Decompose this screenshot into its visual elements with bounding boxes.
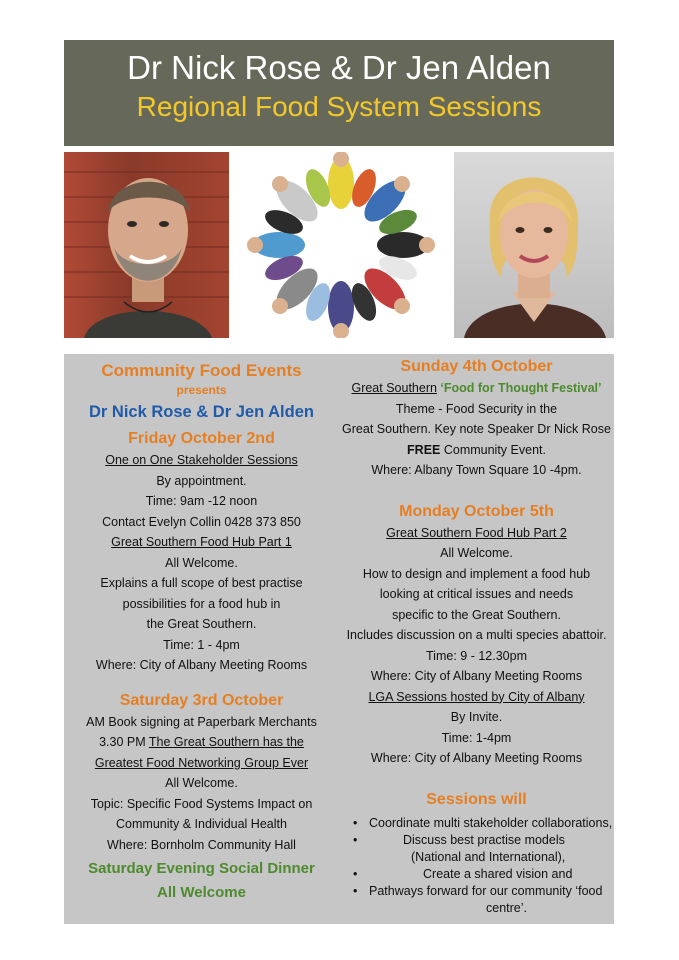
sunday-line <box>339 378 614 399</box>
org-name: Community Food Events <box>101 361 302 380</box>
saturday-line: Greatest Food Networking Group Ever <box>94 755 309 770</box>
sunday-region: Great Southern <box>351 381 437 395</box>
list-item: (National and International), <box>411 849 566 864</box>
friday-line: Explains a full scope of best practise <box>100 576 303 590</box>
friday-line: By appointment. <box>156 473 247 488</box>
sunday-line <box>339 440 614 461</box>
right-column <box>339 354 614 917</box>
monday-line: looking at critical issues and needs <box>379 587 574 601</box>
monday-line: Time: 1-4pm <box>441 730 512 745</box>
saturday-line <box>64 732 339 753</box>
friday-line: All Welcome. <box>165 555 238 570</box>
monday-line: Includes discussion on a multi species abattoir. <box>346 628 607 642</box>
presenter-names: Dr Nick Rose & Dr Jen Alden <box>89 403 314 421</box>
friday-line: Time: 9am -12 noon <box>145 494 258 508</box>
sunday-line: Great Southern. Key note Speaker Dr Nick Rose <box>342 422 611 436</box>
saturday-line: Community & Individual Health <box>116 817 287 831</box>
friday-line: the Great Southern. <box>146 617 257 631</box>
list-item: • Coordinate multi stakeholder collaborations, <box>339 815 614 832</box>
saturday-line: AM Book signing at Paperbark Merchants <box>86 714 317 729</box>
saturday-time: 3.30 PM <box>99 735 149 749</box>
sunday-event-type: Community Event. <box>440 442 546 457</box>
photo-circle-of-people <box>240 152 443 338</box>
sessions-heading: Sessions will <box>426 790 527 808</box>
header-title: Dr Nick Rose & Dr Jen Alden <box>127 49 551 86</box>
monday-line: LGA Sessions hosted by City of Albany <box>368 689 585 704</box>
sessions-list <box>339 815 614 917</box>
dinner-welcome: All Welcome <box>157 884 246 901</box>
monday-heading: Monday October 5th <box>399 502 554 520</box>
dinner-heading: Saturday Evening Social Dinner <box>88 860 315 877</box>
presents-label: presents <box>176 383 227 397</box>
monday-line: All Welcome. <box>440 546 513 560</box>
monday-line: specific to the Great Southern. <box>392 607 561 622</box>
monday-line: By Invite. <box>450 710 503 724</box>
saturday-line: All Welcome. <box>165 776 238 790</box>
friday-line: possibilities for a food hub in <box>122 596 281 611</box>
friday-line: One on One Stakeholder Sessions <box>105 453 298 467</box>
header-subtitle: Regional Food System Sessions <box>136 91 542 122</box>
list-item: • Discuss best practise models <box>339 832 614 849</box>
monday-line: Where: City of Albany Meeting Rooms <box>370 751 583 765</box>
friday-line: Great Southern Food Hub Part 1 <box>111 535 292 549</box>
header-banner <box>64 40 614 146</box>
monday-line: Where: City of Albany Meeting Rooms <box>370 669 583 683</box>
festival-name: ‘Food for Thought Festival’ <box>436 381 602 395</box>
free-label: FREE <box>407 442 441 457</box>
sunday-line: Where: Albany Town Square 10 -4pm. <box>371 463 582 477</box>
saturday-heading: Saturday 3rd October <box>119 691 284 709</box>
left-column <box>64 354 339 905</box>
list-item: centre’. <box>486 900 527 915</box>
saturday-line: Topic: Specific Food Systems Impact on <box>90 796 313 811</box>
monday-line: Time: 9 - 12.30pm <box>426 648 527 663</box>
photo-nick-rose <box>64 152 229 338</box>
friday-heading: Friday October 2nd <box>128 430 275 447</box>
list-item: • Pathways forward for our community ‘food <box>339 883 614 900</box>
list-item: • Create a shared vision and <box>339 866 614 883</box>
friday-line: Time: 1 - 4pm <box>163 637 240 652</box>
monday-line: How to design and implement a food hub <box>362 566 591 581</box>
sunday-heading: Sunday 4th October <box>400 358 553 375</box>
monday-line: Great Southern Food Hub Part 2 <box>386 525 567 540</box>
saturday-event-title: The Great Southern has the <box>148 735 304 749</box>
events-panel <box>64 354 614 924</box>
photo-jen-alden <box>454 152 614 338</box>
saturday-line: Where: Bornholm Community Hall <box>107 837 296 852</box>
sunday-line: Theme - Food Security in the <box>395 401 558 416</box>
friday-line: Contact Evelyn Collin 0428 373 850 <box>102 514 301 529</box>
friday-line: Where: City of Albany Meeting Rooms <box>95 658 308 672</box>
